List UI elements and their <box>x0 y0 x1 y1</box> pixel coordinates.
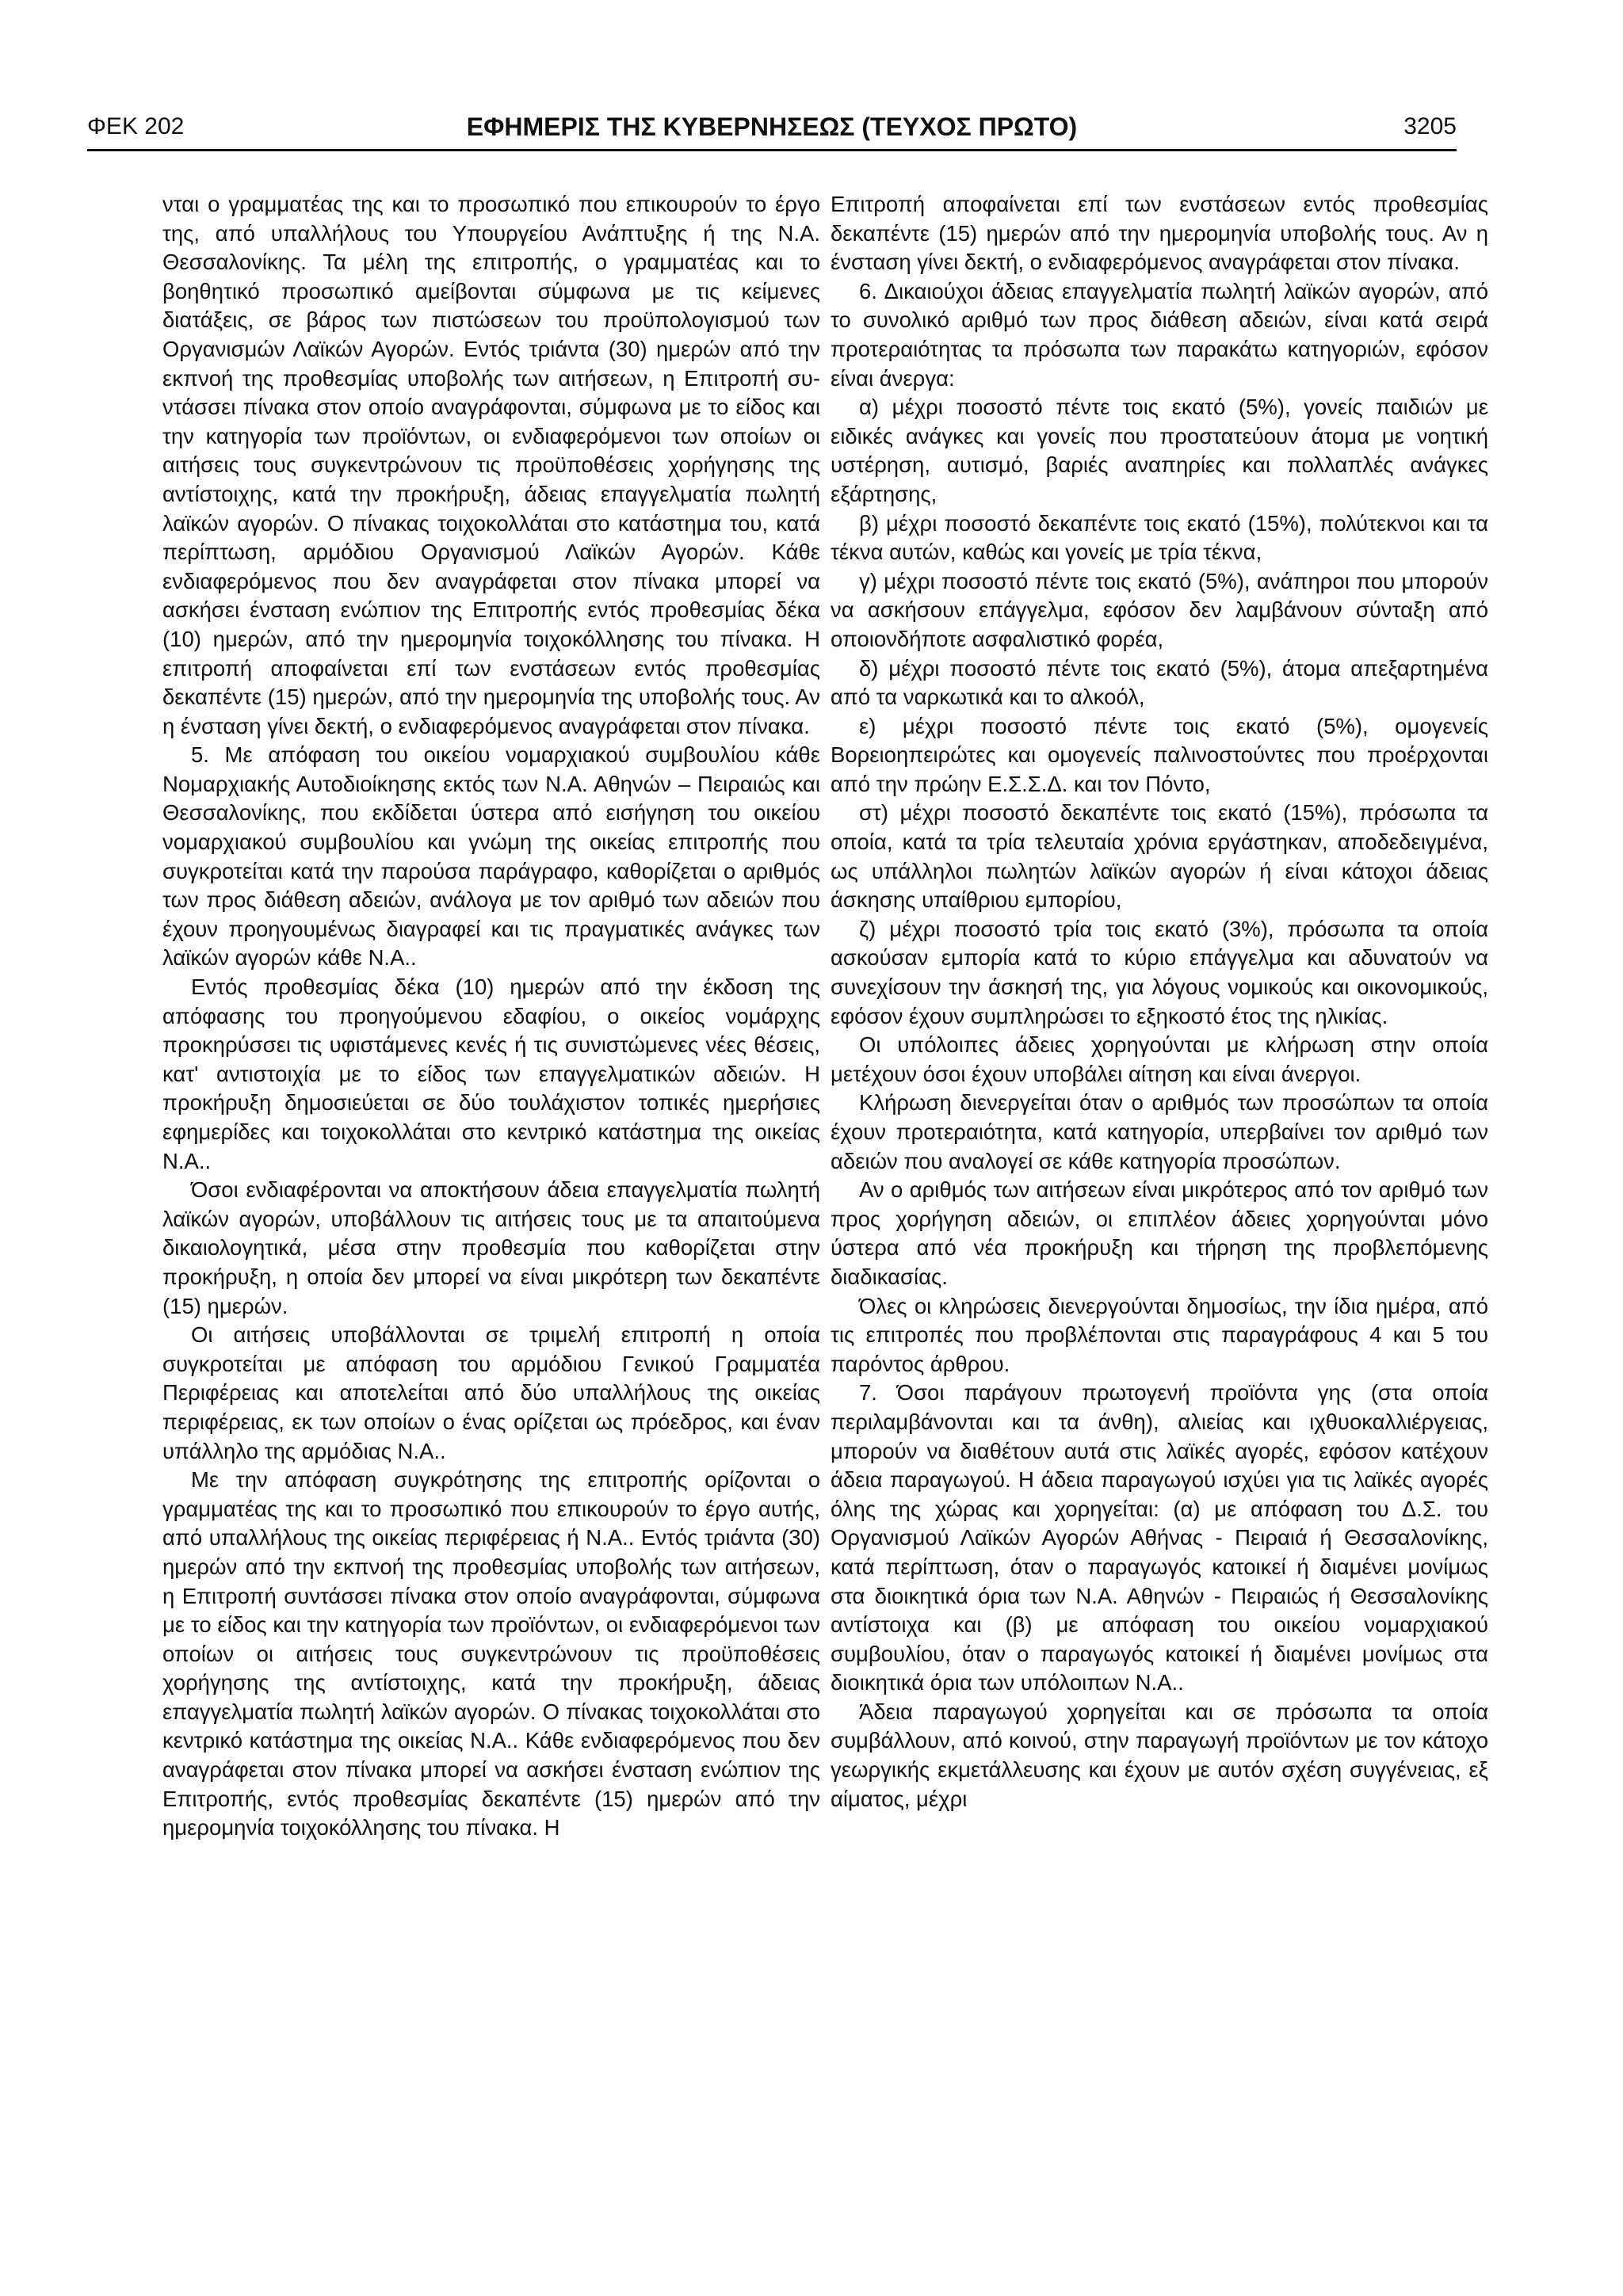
right-column <box>831 190 1488 1814</box>
gazette-issue-number: ΦΕΚ 202 <box>87 113 185 139</box>
gazette-title: ΕΦΗΜΕΡΙΣ ΤΗΣ ΚΥΒΕΡΝΗΣΕΩΣ (ΤΕΥΧΟΣ ΠΡΩΤΟ) <box>466 113 1078 141</box>
paragraph: Με την απόφαση συγκρότησης της επιτροπής ορίζονται ο γραμματέας της και το προσωπικό που επικουρούν το έργο αυτής, από υπαλλήλους της οικείας περιφέρειας ή Ν.Α.. Εντός τριάντα (30) ημερών από την εκπνοή της προθεσμίας υποβολής των αιτήσεων, η Επιτροπή συντάσσει πίνακα στον οποίο αναγράφονται, σύμφωνα με το είδος και την κατηγορία των προϊόντων, οι ενδιαφερόμενοι των οποίων οι αιτήσεις τους συγκεντρώνουν τις προϋποθέσεις χορήγησης της αντίστοιχης, κατά την προκήρυξη, άδειας επαγγελματία πωλητή λαϊκών αγορών. Ο πίνακας τοιχοκολλάται στο κεντρικό κατάστημα της οικείας Ν.Α.. Κάθε ενδιαφερόμενος που δεν αναγράφεται στον πίνακα μπορεί να ασκήσει ένσταση ενώπιον της Επιτροπής, εντός προθεσμίας δεκαπέντε (15) ημερών από την ημερομηνία τοιχοκόλλησης του πίνακα. Η <box>162 1467 820 1840</box>
paragraph: 6. Δικαιούχοι άδειας επαγγελματία πωλητή λαϊκών αγορών, από το συνολικό αριθμό των προς διάθεση αδειών, είναι κατά σειρά προτεραιότητας τα πρόσωπα των παρακάτω κατηγοριών, εφόσον είναι άνεργα: <box>831 278 1488 391</box>
paragraph: Εντός προθεσμίας δέκα (10) ημερών από την έκδοση της απόφασης του προηγούμενου εδαφίου, ο οικείος νομάρχης προκηρύσσει τις υφιστάμενες κενές ή τις συνιστώμενες νέες θέσεις, κατ' αντιστοιχία με το είδος των επαγγελματικών αδειών. Η προκήρυξη δημοσιεύεται σε δύο τουλάχιστον τοπικές ημερήσιες εφημερίδες και τοιχοκολλάται στο κεντρικό κατάστημα της οικείας Ν.Α.. <box>162 974 820 1173</box>
paragraph: Άδεια παραγωγού χορηγείται και σε πρόσωπα τα οποία συμβάλλουν, από κοινού, στην παραγωγή προϊόντων με τον κάτοχο γεωργικής εκμετάλλευσης και έχουν με αυτόν σχέση συγγένειας, εξ αίματος, μέχρι <box>831 1699 1488 1811</box>
list-item: α) μέχρι ποσοστό πέντε τοις εκατό (5%), γονείς παιδιών με ειδικές ανάγκες και γονείς που προστατεύουν άτομα με νοητική υστέρηση, αυτισμό, βαριές αναπηρίες και πολλαπλές ανάγκες εξάρτησης, <box>831 395 1488 506</box>
list-item: ζ) μέχρι ποσοστό τρία τοις εκατό (3%), πρόσωπα τα οποία ασκούσαν εμπορία κατά το κύριο επάγγελμα και αδυνατούν να συνεχίσουν την άσκησή της, για λόγους νομικούς και οικονομικούς, εφόσον έχουν συμπληρώσει το εξηκοστό έτος της ηλικίας. <box>831 916 1488 1028</box>
paragraph: νται ο γραμματέας της και το προσωπικό που επικουρούν το έργο της, από υπαλλήλους του Υπουργείου Ανάπτυξης ή της Ν.Α. Θεσσαλονίκης. Τα μέλη της επιτροπής, ο γραμματέας και το βοηθητικό προσωπικό αμείβονται σύμφωνα με τις κείμενες διατάξεις, σε βάρος των πιστώσεων του προϋπολογισμού των Οργανισμών Λαϊκών Αγορών. Εντός τριάντα (30) ημερών από την εκπνοή της προθεσμίας υποβολής των αιτήσεων, η Επιτροπή συντάσσει πίνακα στον οποίο αναγράφονται, σύμφωνα με το είδος και την κατηγορία των προϊόντων, οι ενδιαφερόμενοι των οποίων οι αιτήσεις τους συγκεντρώνουν τις προϋποθέσεις χορήγησης της αντίστοιχης, κατά την προκήρυξη, άδειας επαγγελματία πωλητή λαϊκών αγορών. Ο πίνακας τοιχοκολλάται στο κατάστημα του, κατά περίπτωση, αρμόδιου Οργανισμού Λαϊκών Αγορών. Κάθε ενδιαφερόμενος που δεν αναγράφεται στον πίνακα μπορεί να ασκήσει ένσταση ενώπιον της Επιτροπής εντός προθεσμίας δέκα (10) ημερών, από την ημερομηνία τοιχοκόλλησης του πίνακα. Η επιτροπή αποφαίνεται επί των ενστάσεων εντός προθεσμίας δεκαπέντε (15) ημερών, από την ημερομηνία της υποβολής τους. Αν η ένσταση γίνει δεκτή, ο ενδιαφερόμενος αναγράφεται στον πίνακα. <box>162 192 820 738</box>
paragraph: Οι υπόλοιπες άδειες χορηγούνται με κλήρωση στην οποία μετέχουν όσοι έχουν υποβάλει αίτηση και είναι άνεργοι. <box>831 1032 1488 1086</box>
paragraph: 5. Με απόφαση του οικείου νομαρχιακού συμβουλίου κάθε Νομαρχιακής Αυτοδιοίκησης εκτός των Ν.Α. Αθηνών – Πειραιώς και Θεσσαλονίκης, που εκδίδεται ύστερα από εισήγηση του οικείου νομαρχιακού συμβουλίου και γνώμη της οικείας επιτροπής που συγκροτείται κατά την παρούσα παράγραφο, καθορίζεται ο αριθμός των προς διάθεση αδειών, ανάλογα με τον αριθμό των αδειών που έχουν προηγουμένως διαγραφεί και τις πραγματικές ανάγκες των λαϊκών αγορών κάθε Ν.Α.. <box>162 742 820 971</box>
list-item: γ) μέχρι ποσοστό πέντε τοις εκατό (5%), ανάπηροι που μπορούν να ασκήσουν επάγγελμα, εφόσον δεν λαμβάνουν σύνταξη από οποιονδήποτε ασφαλιστικό φορέα, <box>831 568 1488 651</box>
paragraph: Όσοι ενδιαφέρονται να αποκτήσουν άδεια επαγγελματία πωλητή λαϊκών αγορών, υποβάλλουν τις αιτήσεις τους με τα απαιτούμενα δικαιολογητικά, μέσα στην προθεσμία που καθορίζεται στην προκήρυξη, η οποία δεν μπορεί να είναι μικρότερη των δεκαπέντε (15) ημερών. <box>162 1177 820 1318</box>
paragraph: Οι αιτήσεις υποβάλλονται σε τριμελή επιτροπή η οποία συγκροτείται με απόφαση του αρμόδιου Γενικού Γραμματέα Περιφέρειας και αποτελείται από δύο υπαλλήλους της οικείας περιφέρειας, εκ των οποίων ο ένας ορίζεται ως πρόεδρος, και έναν υπάλληλο της αρμόδιας Ν.Α.. <box>162 1322 820 1463</box>
list-item: δ) μέχρι ποσοστό πέντε τοις εκατό (5%), άτομα απεξαρτημένα από τα ναρκωτικά και το αλκοόλ, <box>831 655 1488 710</box>
page-number: 3205 <box>1403 113 1457 139</box>
header-divider <box>87 149 1457 151</box>
list-item: στ) μέχρι ποσοστό δεκαπέντε τοις εκατό (15%), πρόσωπα τα οποία, κατά τα τρία τελευταία χρόνια εργάστηκαν, αποδεδειγμένα, ως υπάλληλοι πωλητών λαϊκών αγορών ή είναι κάτοχοι άδειας άσκησης υπαίθριου εμπορίου, <box>831 800 1488 913</box>
paragraph: Κλήρωση διενεργείται όταν ο αριθμός των προσώπων τα οποία έχουν προτεραιότητα, κατά κατηγορία, υπερβαίνει τον αριθμό των αδειών που αναλογεί σε κάθε κατηγορία προσώπων. <box>831 1090 1488 1173</box>
list-item: ε) μέχρι ποσοστό πέντε τοις εκατό (5%), ομογενείς Βορειοηπειρώτες και ομογενείς παλινοστούντες που προέρχονται από την πρώην Ε.Σ.Σ.Δ. και τον Πόντο, <box>831 713 1488 796</box>
left-column <box>162 190 820 1843</box>
paragraph: Αν ο αριθμός των αιτήσεων είναι μικρότερος από τον αριθμό των προς χορήγηση αδειών, οι επιπλέον άδειες χορηγούνται μόνο ύστερα από νέα προκήρυξη και τήρηση της προβλεπόμενης διαδικασίας. <box>831 1177 1488 1289</box>
list-item: β) μέχρι ποσοστό δεκαπέντε τοις εκατό (15%), πολύτεκνοι και τα τέκνα αυτών, καθώς και γονείς με τρία τέκνα, <box>831 510 1488 565</box>
paragraph: Επιτροπή αποφαίνεται επί των ενστάσεων εντός προθεσμίας δεκαπέντε (15) ημερών από την ημερομηνία υποβολής τους. Αν η ένσταση γίνει δεκτή, ο ενδιαφερόμενος αναγράφεται στον πίνακα. <box>831 192 1488 275</box>
page-header <box>87 111 1457 147</box>
paragraph: Όλες οι κληρώσεις διενεργούνται δημοσίως, την ίδια ημέρα, από τις επιτροπές που προβλέπονται στις παραγράφους 4 και 5 του παρόντος άρθρου. <box>831 1293 1488 1376</box>
paragraph: 7. Όσοι παράγουν πρωτογενή προϊόντα γης (στα οποία περιλαμβάνονται και τα άνθη), αλιείας και ιχθυοκαλλιέργειας, μπορούν να διαθέτουν αυτά στις λαϊκές αγορές, εφόσον κατέχουν άδεια παραγωγού. Η άδεια παραγωγού ισχύει για τις λαϊκές αγορές όλης της χώρας και χορηγείται: (α) με απόφαση του Δ.Σ. του Οργανισμού Λαϊκών Αγορών Αθήνας - Πειραιά ή Θεσσαλονίκης, κατά περίπτωση, όταν ο παραγωγός κατοικεί ή διαμένει μονίμως στα διοικητικά όρια των Ν.Α. Αθηνών - Πειραιώς ή Θεσσαλονίκης αντίστοιχα και (β) με απόφαση του οικείου νομαρχιακού συμβουλίου, όταν ο παραγωγός κατοικεί ή διαμένει μονίμως στα διοικητικά όρια των υπόλοιπων Ν.Α.. <box>831 1380 1488 1695</box>
